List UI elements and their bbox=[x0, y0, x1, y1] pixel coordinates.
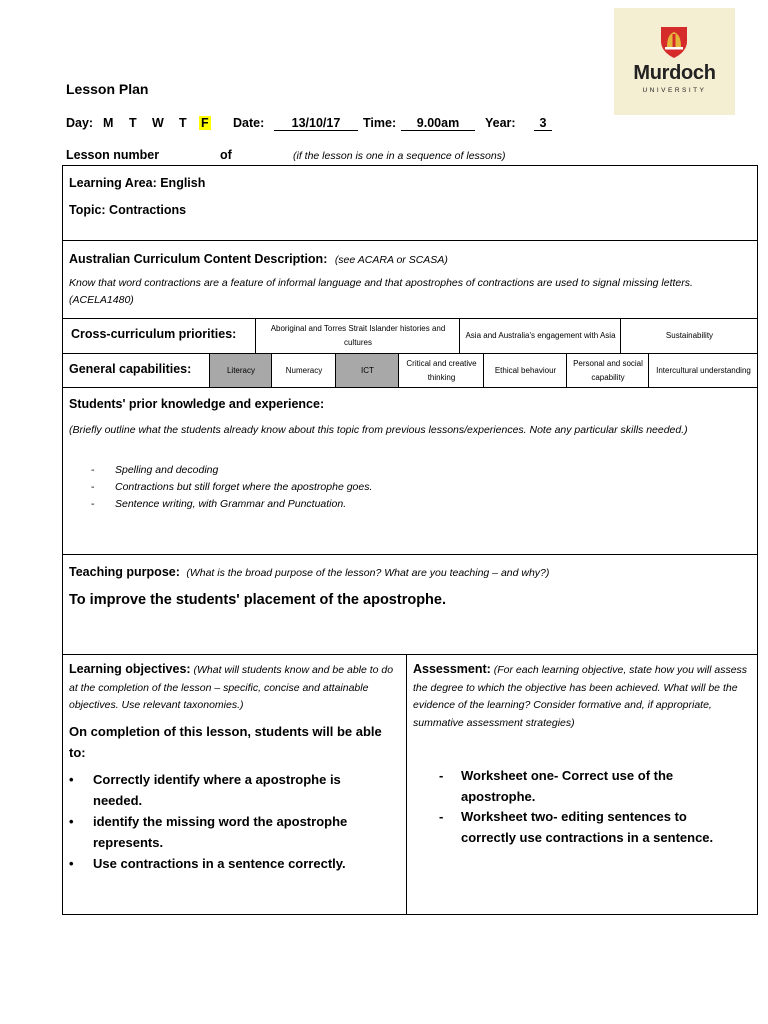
lesson-number-label: Lesson number bbox=[66, 148, 160, 162]
list-item: - Worksheet two- editing sentences to correctly use contractions in a sentence. bbox=[437, 807, 737, 848]
learning-objectives-section bbox=[62, 654, 407, 915]
list-item: • Correctly identify where a apostrophe is needed. bbox=[69, 769, 369, 811]
prior-knowledge-note: (Briefly outline what the students already know about this topic from previous lessons/experiences. Note any particular skills needed.) bbox=[69, 424, 688, 436]
learning-objectives-heading: Learning objectives: bbox=[69, 662, 191, 676]
day-label: Day: bbox=[66, 116, 94, 130]
capability-intercultural: Intercultural understanding bbox=[648, 354, 758, 387]
assessment-section bbox=[406, 654, 758, 915]
curriculum-section bbox=[62, 240, 758, 319]
day-t2: T bbox=[179, 116, 187, 130]
learning-objectives-note: (What will students know and be able to do at the completion of the lesson – specific, concise and attainable objectives. Use relevant taxonomies.) bbox=[69, 664, 394, 711]
list-item: • Use contractions in a sentence correctly. bbox=[69, 853, 369, 874]
sequence-note: (if the lesson is one in a sequence of lessons) bbox=[293, 150, 506, 162]
capability-ethical: Ethical behaviour bbox=[483, 354, 567, 387]
day-w: W bbox=[152, 116, 164, 130]
cross-curriculum-label: Cross-curriculum priorities: bbox=[71, 327, 237, 341]
priority-atsi: Aboriginal and Torres Strait Islander histories and cultures bbox=[255, 319, 460, 353]
list-item: - Contractions but still forget where the apostrophe goes. bbox=[69, 479, 729, 496]
curriculum-heading: Australian Curriculum Content Description: bbox=[69, 252, 328, 266]
logo-name: Murdoch bbox=[633, 62, 716, 84]
teaching-purpose-statement: To improve the students' placement of the apostrophe. bbox=[69, 592, 446, 608]
assessment-note: (For each learning objective, state how you will assess the degree to which the objective has been achieved. What will be the evidence of the learning? Consider formative and, if appropriate, summative assessment strategies) bbox=[413, 664, 748, 729]
date-label: Date: bbox=[233, 116, 265, 130]
general-capabilities-label: General capabilities: bbox=[69, 362, 192, 376]
general-capabilities-row bbox=[62, 353, 758, 388]
list-item: - Sentence writing, with Grammar and Punctuation. bbox=[69, 496, 729, 513]
prior-knowledge-list bbox=[69, 462, 729, 513]
learning-area: Learning Area: English bbox=[69, 176, 206, 190]
capability-personal-social: Personal and social capability bbox=[566, 354, 649, 387]
day-f-selected: F bbox=[201, 116, 209, 130]
time-value: 9.00am bbox=[401, 116, 475, 131]
day-t: T bbox=[129, 116, 137, 130]
list-item: - Worksheet one- Correct use of the apostrophe. bbox=[437, 766, 737, 807]
list-item: - Spelling and decoding bbox=[69, 462, 729, 479]
capability-literacy: Literacy bbox=[209, 354, 272, 387]
prior-knowledge-heading: Students' prior knowledge and experience: bbox=[69, 397, 325, 411]
curriculum-text: Know that word contractions are a feature of informal language and that apostrophes of contractions are used to signal missing letters. (ACELA1480) bbox=[69, 277, 693, 306]
priority-sustainability: Sustainability bbox=[620, 319, 758, 353]
capability-ict: ICT bbox=[335, 354, 399, 387]
assessment-heading: Assessment: bbox=[413, 662, 491, 676]
cross-curriculum-row bbox=[62, 318, 758, 354]
prior-knowledge-section bbox=[62, 387, 758, 555]
assessment-list bbox=[437, 766, 737, 848]
objectives-list bbox=[69, 769, 369, 874]
topic: Topic: Contractions bbox=[69, 203, 187, 217]
university-crest-icon bbox=[659, 25, 689, 59]
objectives-lead: On completion of this lesson, students will be able to: bbox=[69, 724, 382, 760]
learning-area-section bbox=[62, 165, 758, 241]
capability-critical-thinking: Critical and creative thinking bbox=[398, 354, 484, 387]
capability-numeracy: Numeracy bbox=[271, 354, 336, 387]
teaching-purpose-heading: Teaching purpose: bbox=[69, 565, 180, 579]
murdoch-logo bbox=[614, 8, 735, 115]
date-value: 13/10/17 bbox=[274, 116, 358, 131]
logo-subtitle: UNIVERSITY bbox=[642, 87, 707, 94]
of-label: of bbox=[220, 148, 232, 162]
teaching-purpose-note: (What is the broad purpose of the lesson? What are you teaching – and why?) bbox=[186, 567, 550, 579]
priority-asia: Asia and Australia's engagement with Asia bbox=[459, 319, 621, 353]
curriculum-note: (see ACARA or SCASA) bbox=[334, 254, 448, 266]
list-item: • identify the missing word the apostrophe represents. bbox=[69, 811, 369, 853]
teaching-purpose-section bbox=[62, 554, 758, 655]
page-title: Lesson Plan bbox=[66, 81, 149, 97]
time-label: Time: bbox=[363, 116, 397, 130]
year-label: Year: bbox=[485, 116, 516, 130]
day-m: M bbox=[103, 116, 114, 130]
year-value: 3 bbox=[534, 116, 552, 131]
